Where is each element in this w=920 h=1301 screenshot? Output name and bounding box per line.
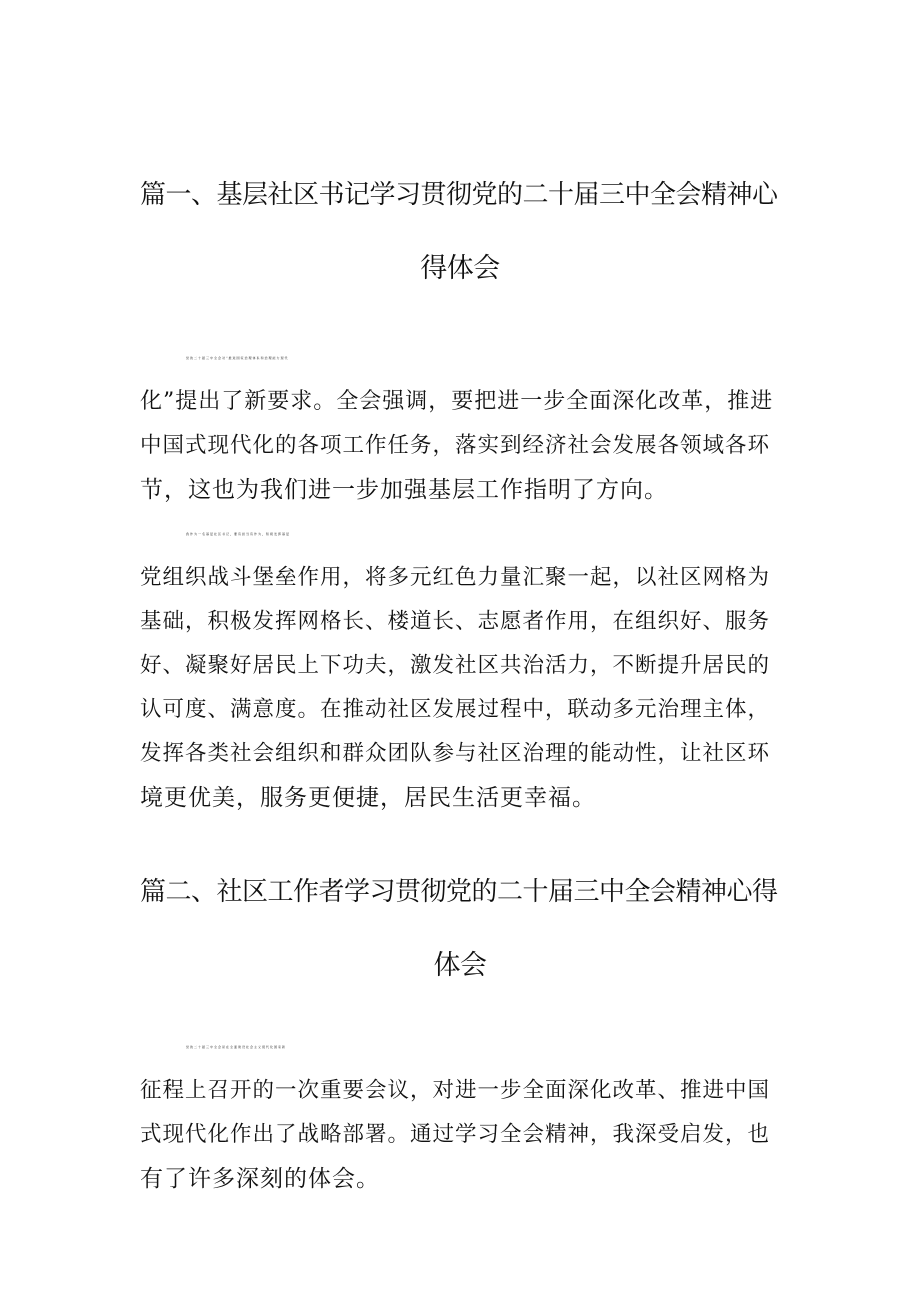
section-2-heading-line2: 体会 (433, 950, 487, 981)
paragraph-line: 党组织战斗堡垒作用，将多元红色力量汇聚一起，以社区网格为 (140, 565, 771, 590)
paragraph-line: 节，这也为我们进一步加强基层工作指明了方向。 (140, 477, 668, 503)
paragraph-line: 中国式现代化的各项工作任务，落实到经济社会发展各领域各环 (140, 433, 771, 458)
paragraph-line: 化”提出了新要求。全会强调，要把进一步全面深化改革，推进 (140, 389, 774, 414)
paragraph-line: 党的二十届三中全会对“推进国家治理体系和治理能力现代 (186, 356, 289, 360)
paragraph-line: 基础，积极发挥网格长、楼道长、志愿者作用，在组织好、服务 (140, 609, 771, 634)
section-1-heading (140, 158, 780, 306)
section-2-heading-line1: 篇二、社区工作者学习贯彻党的二十届三中全会精神心得 (140, 877, 778, 907)
section-1-heading-line1: 篇一、基层社区书记学习贯彻党的二十届三中全会精神心 (140, 180, 778, 210)
section-2-heading (140, 855, 780, 1003)
paragraph-line: 有了许多深刻的体会。 (140, 1166, 380, 1192)
paragraph-line: 好、凝聚好居民上下功夫，激发社区共治活力，不断提升居民的 (140, 653, 771, 678)
paragraph-line: 认可度、满意度。在推动社区发展过程中，联动多元治理主体， (140, 697, 771, 722)
section-1-paragraph-2 (140, 512, 780, 820)
section-1-paragraph-1 (140, 336, 780, 512)
paragraph-line: 式现代化作出了战略部署。通过学习全会精神，我深受启发，也 (140, 1122, 771, 1147)
paragraph-line: 征程上召开的一次重要会议，对进一步全面深化改革、推进中国 (140, 1078, 771, 1103)
paragraph-line: 我作为一名基层社区书记，要有担当有作为，积极发挥基层 (186, 532, 291, 536)
section-1-heading-line2: 得体会 (420, 253, 500, 284)
paragraph-line: 党的二十届三中全会是在全面建设社会主义现代化国家新 (186, 1045, 287, 1049)
paragraph-line: 发挥各类社会组织和群众团队参与社区治理的能动性，让社区环 (140, 741, 771, 766)
paragraph-line: 境更优美，服务更便捷，居民生活更幸福。 (140, 785, 596, 811)
section-2-paragraph-1 (140, 1025, 780, 1201)
